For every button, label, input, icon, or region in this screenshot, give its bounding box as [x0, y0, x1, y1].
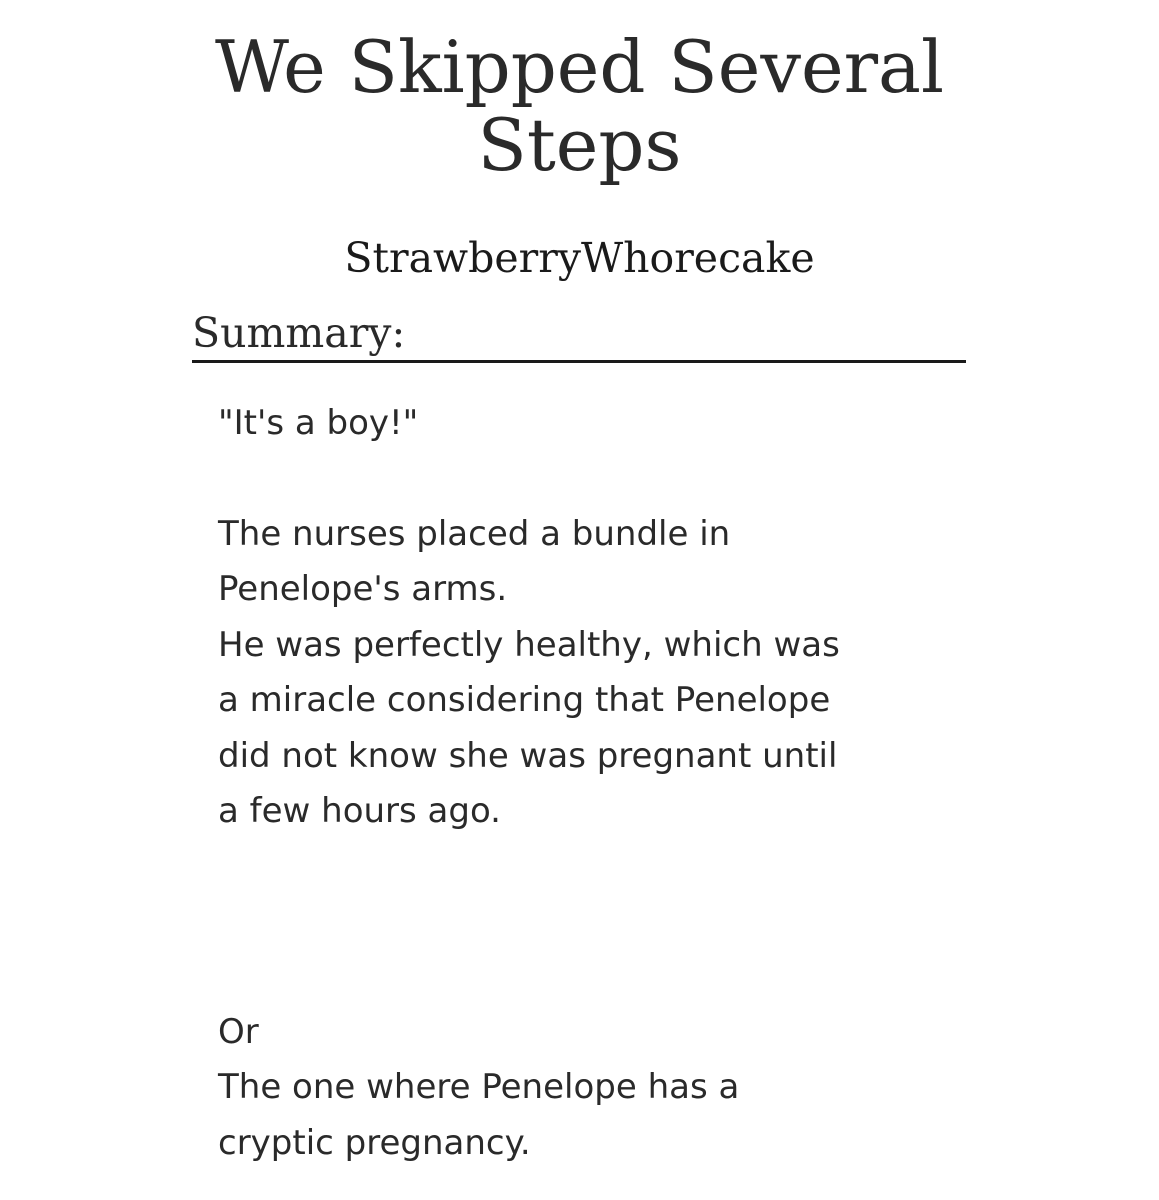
work-title-line-1: We Skipped Several	[215, 25, 944, 109]
summary-line: "It's a boy!"	[218, 403, 419, 443]
summary-line: Penelope's arms.	[218, 569, 508, 609]
author-link[interactable]: StrawberryWhorecake	[344, 234, 815, 282]
summary-line: He was perfectly healthy, which was	[218, 624, 840, 665]
summary-line: Or	[218, 1011, 259, 1052]
work-title	[0, 25, 1159, 187]
summary-line: a few hours ago.	[218, 791, 501, 831]
work-title-line-2: Steps	[477, 103, 682, 187]
summary-line: did not know she was pregnant until	[218, 735, 838, 776]
summary-line: cryptic pregnancy.	[218, 1122, 531, 1163]
paragraph-spacer	[218, 840, 978, 1005]
summary-text	[218, 396, 978, 1171]
paragraph-spacer	[218, 452, 978, 507]
summary-line: a miracle considering that Penelope	[218, 680, 831, 720]
summary-line: The one where Penelope has a	[218, 1067, 740, 1107]
summary-line: The nurses placed a bundle in	[218, 513, 731, 554]
summary-heading: Summary:	[192, 306, 966, 363]
